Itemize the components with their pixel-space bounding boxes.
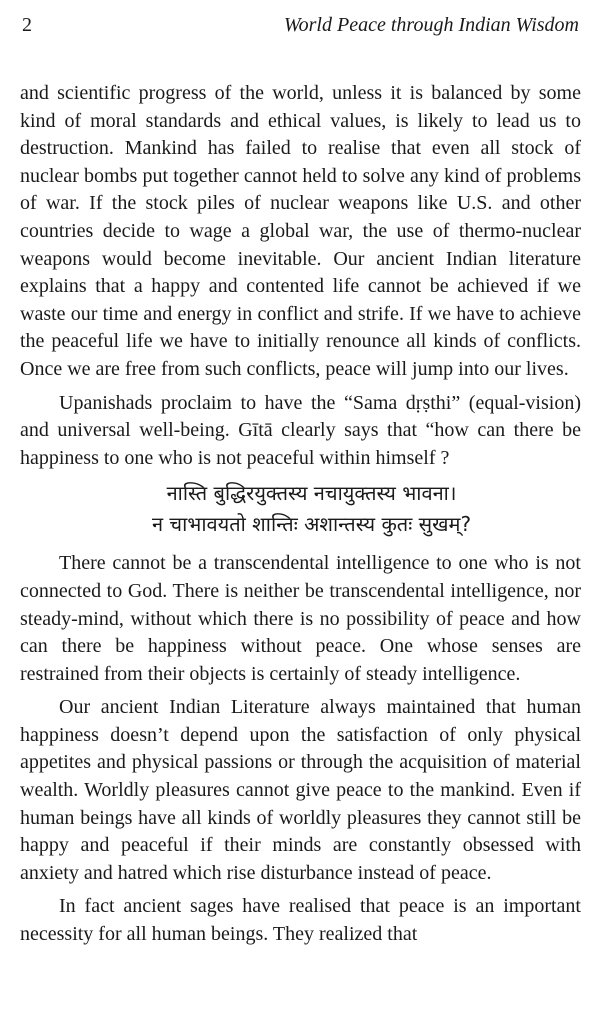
paragraph-literature: Our ancient Indian Literature always maintained that human happiness doesn’t depend upon the satisfaction of only physical appetites and physical passions or through the acquisition of material wealth. Worldly pleasures cannot give peace to the mankind. Even if human beings have all kinds of worldly pleasures they cannot still be happy and peaceful if their minds are constantly obsessed with anxiety and hatred which rise disturbance instead of peace. [20,696,581,884]
verse-line-1: नास्ति बुद्धिरयुक्तस्य नचायुक्तस्य भावना। [166,481,457,506]
paragraph-continued: and scientific progress of the world, unless it is balanced by some kind of moral standards and ethical values, is likely to lead us to destruction. Mankind has failed to realise that even all stock of nuclear bombs put together cannot held to solve any kind of problems of war. If the stock piles of nuclear weapons like U.S. and other countries decide to wage a global war, the use of thermo-nuclear weapons would become inevitable. Our ancient Indian literature explains that a happy and contented life cannot be achieved if we waste our time and energy in conflict and strife. If we have to achieve the peaceful life we have to initially renounce all kinds of conflicts. Once we are free from such conflicts, peace will jump into our lives. [20,82,581,380]
verse-line-2: न चाभावयतो शान्तिः अशान्तस्य कुतः सुखम्? [151,512,472,537]
sanskrit-verse [42,478,581,540]
paragraph-upanishads: Upanishads proclaim to have the “Sama dṛṣthi” (equal-vision) and universal well-being. Gītā clearly says that “how can there be happiness to one who is not peaceful within himself ? [20,391,581,469]
running-header [20,14,581,50]
paragraph-sages: In fact ancient sages have realised that peace is an important necessity for all human beings. They realized that [20,895,581,946]
running-title: World Peace through Indian Wisdom [283,14,579,36]
page-number: 2 [22,14,32,36]
paragraph-transcendental: There cannot be a transcendental intelligence to one who is not connected to God. There is neither be transcendental intelligence, nor steady-mind, without which there is no possibility of peace and how can there be happiness without peace. One whose senses are restrained from their objects is certainly of steady intelligence. [20,552,581,685]
body-text [20,80,581,949]
